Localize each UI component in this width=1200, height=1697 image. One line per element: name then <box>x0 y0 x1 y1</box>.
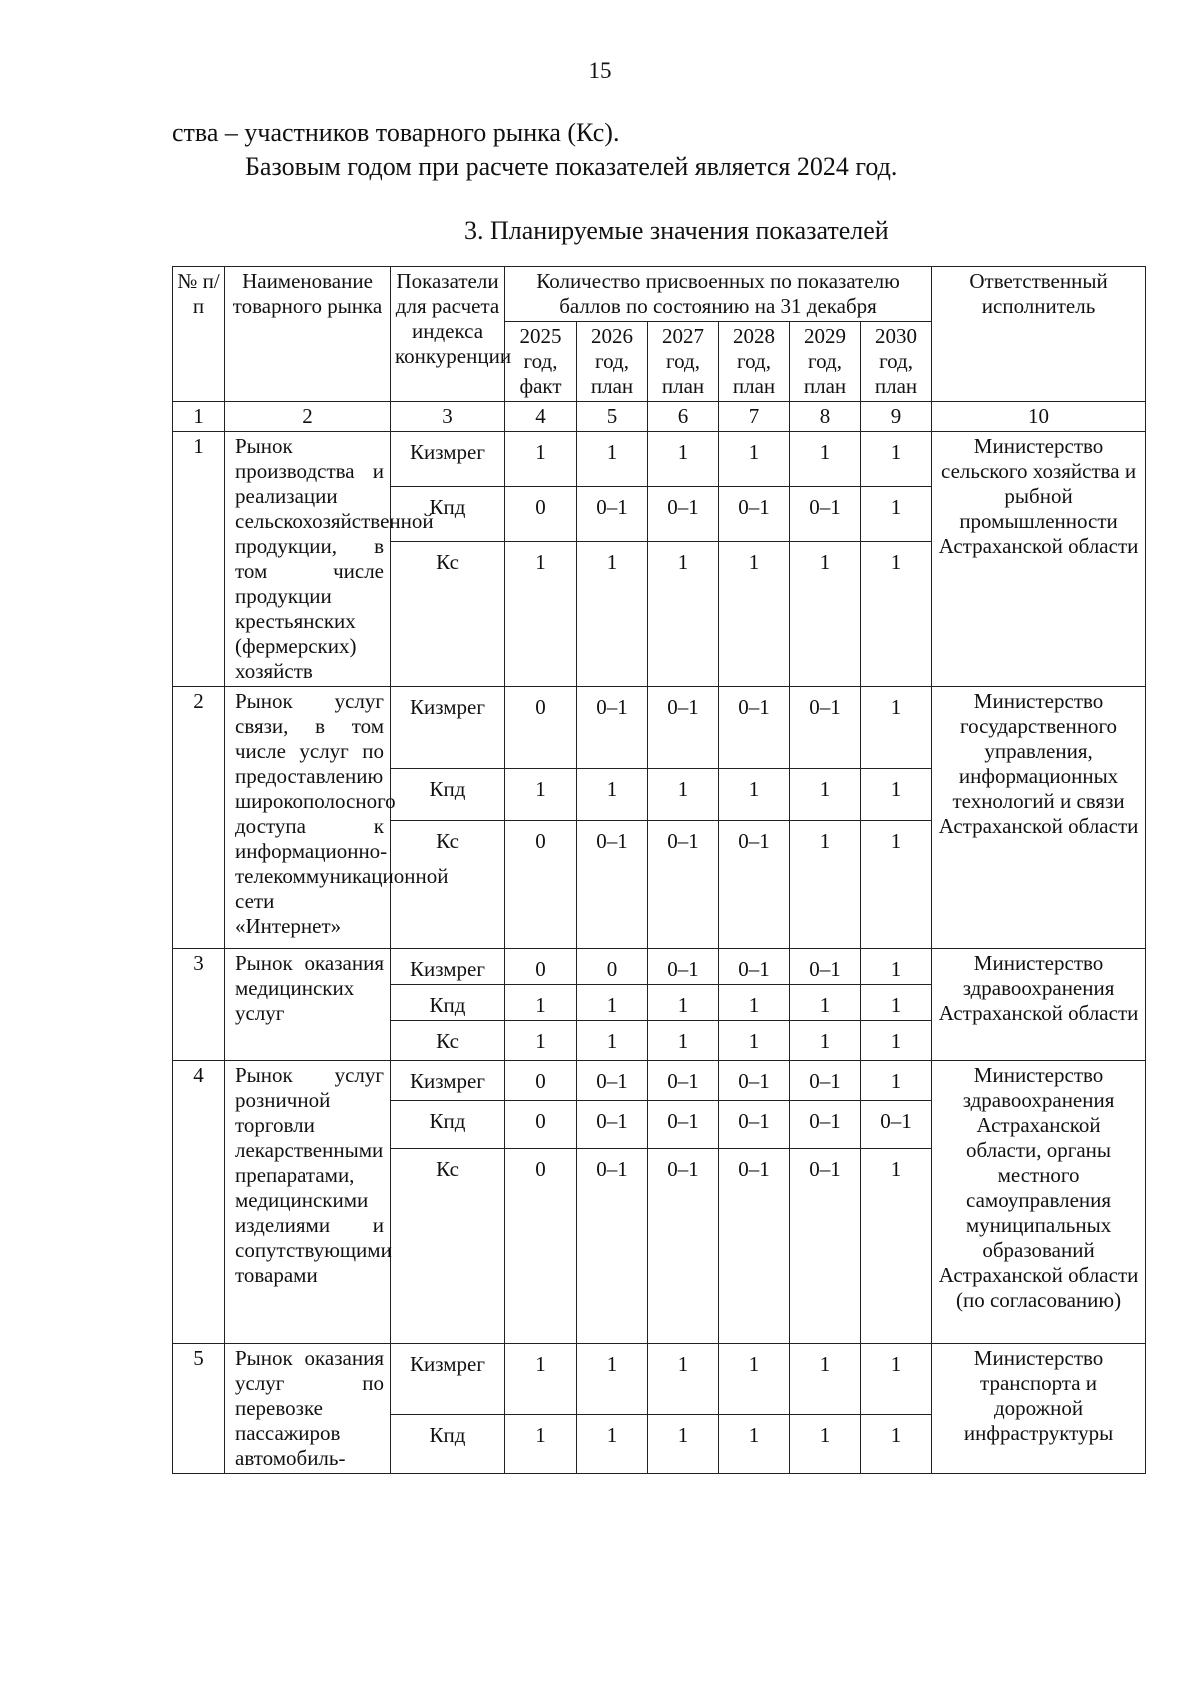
responsible-executor: Министерство государственного управления, информационных технологий и связи Астраханской области <box>932 687 1146 949</box>
indicator-value: 1 <box>861 1415 932 1474</box>
indicator-value: 0 <box>505 821 577 949</box>
indicator-value: 1 <box>790 821 861 949</box>
indicator-value: 0–1 <box>719 949 790 985</box>
indicators-table <box>172 266 1146 1474</box>
column-number: 7 <box>719 402 790 432</box>
indicator-value: 1 <box>505 1344 577 1415</box>
indicator-value: 1 <box>719 432 790 487</box>
indicator-value: 1 <box>648 769 719 821</box>
table-row <box>173 687 1146 769</box>
indicator-value: 0 <box>505 1101 577 1149</box>
indicator-value: 1 <box>577 1415 648 1474</box>
market-name: Рынок услуг розничной торговли лекарственными препаратами, медицинскими изделиями и сопутствующими товарами <box>225 1061 391 1344</box>
header-year-year: 2025 <box>519 324 562 348</box>
indicator-value: 0–1 <box>719 1101 790 1149</box>
indicator-value: 0–1 <box>719 1149 790 1344</box>
header-year-kind: план <box>732 374 776 398</box>
indicator-value: 1 <box>790 1415 861 1474</box>
header-year-kind: факт <box>519 374 562 398</box>
header-indicators: Показатели для расчета индекса конкуренции <box>391 267 505 402</box>
indicator-value: 1 <box>577 769 648 821</box>
indicator-value: 0–1 <box>577 821 648 949</box>
header-year-kind: план <box>874 374 918 398</box>
responsible-executor: Министерство здравоохранения Астраханской области <box>932 949 1146 1061</box>
indicator-value: 0–1 <box>861 1101 932 1149</box>
indicator-value: 0 <box>505 949 577 985</box>
indicator-value: 1 <box>648 1415 719 1474</box>
header-name: Наименование товарного рынка <box>225 267 391 402</box>
indicator-value: 0 <box>505 687 577 769</box>
indicator-value: 0–1 <box>790 1061 861 1101</box>
indicator-label: Кс <box>391 821 505 949</box>
indicator-value: 1 <box>790 432 861 487</box>
indicator-label: Кизмрег <box>391 949 505 985</box>
paragraph-continuation: ства – участников товарного рынка (Кс). <box>172 118 620 147</box>
header-year-sub: год, <box>879 349 913 373</box>
indicator-value: 0–1 <box>719 821 790 949</box>
indicator-value: 0 <box>505 1061 577 1101</box>
row-number: 1 <box>173 432 225 687</box>
header-year-2029 <box>790 322 861 402</box>
indicator-value: 1 <box>648 1344 719 1415</box>
indicator-label: Кизмрег <box>391 1061 505 1101</box>
column-number: 10 <box>932 402 1146 432</box>
indicator-value: 1 <box>719 1415 790 1474</box>
indicator-value: 1 <box>861 949 932 985</box>
paragraph-base-year: Базовым годом при расчете показателей является 2024 год. <box>245 152 898 181</box>
indicator-value: 0–1 <box>577 1061 648 1101</box>
indicator-value: 1 <box>861 541 932 686</box>
responsible-executor: Министерство транспорта и дорожной инфраструктуры <box>932 1344 1146 1474</box>
header-year-2026 <box>577 322 648 402</box>
indicator-label: Кпд <box>391 985 505 1021</box>
indicator-value: 1 <box>505 541 577 686</box>
column-number: 2 <box>225 402 391 432</box>
indicator-label: Кпд <box>391 769 505 821</box>
indicator-label: Кпд <box>391 1101 505 1149</box>
indicator-value: 1 <box>861 687 932 769</box>
indicator-value: 1 <box>790 985 861 1021</box>
column-number: 9 <box>861 402 932 432</box>
header-year-year: 2029 <box>804 324 846 348</box>
indicator-value: 0–1 <box>719 687 790 769</box>
section-title: 3. Планируемые значения показателей <box>464 216 889 245</box>
indicator-value: 1 <box>577 541 648 686</box>
indicator-value: 0–1 <box>648 1101 719 1149</box>
header-num: № п/п <box>173 267 225 402</box>
indicator-value: 1 <box>577 985 648 1021</box>
indicator-value: 0–1 <box>648 821 719 949</box>
indicator-value: 1 <box>577 1344 648 1415</box>
indicator-value: 1 <box>861 432 932 487</box>
responsible-executor: Министерство здравоохранения Астраханской области, органы местного самоуправления муниципальных образований Астраханской области (по согласованию) <box>932 1061 1146 1344</box>
indicator-label: Кс <box>391 541 505 686</box>
indicator-value: 1 <box>648 432 719 487</box>
indicator-value: 1 <box>861 1344 932 1415</box>
header-year-sub: год, <box>808 349 842 373</box>
indicator-value: 1 <box>861 821 932 949</box>
indicator-value: 1 <box>861 769 932 821</box>
indicator-value: 1 <box>719 541 790 686</box>
row-number: 3 <box>173 949 225 1061</box>
indicator-value: 0–1 <box>648 1149 719 1344</box>
page-number: 15 <box>588 58 612 83</box>
indicator-value: 1 <box>505 769 577 821</box>
indicator-value: 0 <box>505 1149 577 1344</box>
header-year-sub: год, <box>595 349 629 373</box>
indicator-value: 1 <box>719 1344 790 1415</box>
header-year-kind: план <box>803 374 847 398</box>
market-name: Рынок оказания услуг по перевозке пассажиров автомобиль- <box>225 1344 391 1474</box>
indicator-value: 1 <box>861 1149 932 1344</box>
column-number: 8 <box>790 402 861 432</box>
indicator-value: 0–1 <box>648 949 719 985</box>
header-responsible: Ответственный исполнитель <box>932 267 1146 402</box>
table-row <box>173 949 1146 985</box>
indicator-value: 1 <box>505 985 577 1021</box>
header-year-year: 2028 <box>733 324 775 348</box>
row-number: 4 <box>173 1061 225 1344</box>
row-number: 2 <box>173 687 225 949</box>
indicator-value: 1 <box>790 1344 861 1415</box>
market-name: Рынок оказания медицинских услуг <box>225 949 391 1061</box>
indicator-value: 0 <box>505 486 577 541</box>
indicator-value: 1 <box>861 1021 932 1061</box>
column-number: 6 <box>648 402 719 432</box>
indicator-label: Кпд <box>391 1415 505 1474</box>
header-year-2025 <box>505 322 577 402</box>
table-row <box>173 1344 1146 1415</box>
header-year-year: 2026 <box>591 324 633 348</box>
indicator-value: 1 <box>505 1021 577 1061</box>
indicator-label: Кизмрег <box>391 1344 505 1415</box>
indicator-label: Кизмрег <box>391 432 505 487</box>
indicator-value: 1 <box>577 1021 648 1061</box>
indicator-value: 0–1 <box>790 486 861 541</box>
indicator-value: 0–1 <box>790 687 861 769</box>
column-number: 3 <box>391 402 505 432</box>
market-name: Рынок услуг связи, в том числе услуг по предоставлению широкополосного доступа к информационно-телекоммуникационной сети «Интернет» <box>225 687 391 949</box>
indicator-value: 0–1 <box>577 687 648 769</box>
indicator-value: 1 <box>648 985 719 1021</box>
indicator-label: Кпд <box>391 486 505 541</box>
indicator-value: 1 <box>648 541 719 686</box>
indicator-label: Кс <box>391 1149 505 1344</box>
table-row <box>173 1061 1146 1101</box>
indicator-value: 0–1 <box>719 486 790 541</box>
indicator-value: 1 <box>790 769 861 821</box>
column-number: 5 <box>577 402 648 432</box>
indicator-value: 1 <box>577 432 648 487</box>
indicator-value: 0–1 <box>577 1101 648 1149</box>
indicator-value: 1 <box>790 1021 861 1061</box>
header-year-2027 <box>648 322 719 402</box>
indicator-value: 0–1 <box>790 1101 861 1149</box>
indicator-value: 0–1 <box>790 949 861 985</box>
indicator-value: 1 <box>648 1021 719 1061</box>
column-number: 4 <box>505 402 577 432</box>
indicator-value: 1 <box>861 486 932 541</box>
header-year-year: 2030 <box>875 324 918 348</box>
header-year-sub: год, <box>737 349 771 373</box>
indicator-value: 1 <box>861 985 932 1021</box>
indicator-value: 1 <box>861 1061 932 1101</box>
header-year-kind: план <box>661 374 705 398</box>
header-year-2030 <box>861 322 932 402</box>
indicator-label: Кизмрег <box>391 687 505 769</box>
indicator-value: 1 <box>790 541 861 686</box>
indicator-value: 1 <box>719 985 790 1021</box>
header-points: Количество присвоенных по показателю баллов по состоянию на 31 декабря <box>505 267 932 322</box>
column-number: 1 <box>173 402 225 432</box>
indicator-value: 1 <box>505 1415 577 1474</box>
indicator-value: 0–1 <box>648 486 719 541</box>
header-year-2028 <box>719 322 790 402</box>
indicator-value: 0–1 <box>719 1061 790 1101</box>
indicator-value: 1 <box>505 432 577 487</box>
header-year-sub: год, <box>523 349 558 373</box>
header-year-kind: план <box>590 374 634 398</box>
indicator-value: 0 <box>577 949 648 985</box>
header-year-year: 2027 <box>662 324 704 348</box>
responsible-executor: Министерство сельского хозяйства и рыбной промышленности Астраханской области <box>932 432 1146 687</box>
table-row <box>173 432 1146 487</box>
indicator-value: 1 <box>719 769 790 821</box>
indicator-value: 0–1 <box>648 687 719 769</box>
market-name: Рынок производства и реализации сельскохозяйственной продукции, в том числе продукции крестьянских (фермерских) хозяйств <box>225 432 391 687</box>
indicator-value: 1 <box>719 1021 790 1061</box>
indicator-value: 0–1 <box>648 1061 719 1101</box>
indicator-label: Кс <box>391 1021 505 1061</box>
header-year-sub: год, <box>666 349 700 373</box>
row-number: 5 <box>173 1344 225 1474</box>
indicator-value: 0–1 <box>577 1149 648 1344</box>
indicator-value: 0–1 <box>577 486 648 541</box>
indicator-value: 0–1 <box>790 1149 861 1344</box>
